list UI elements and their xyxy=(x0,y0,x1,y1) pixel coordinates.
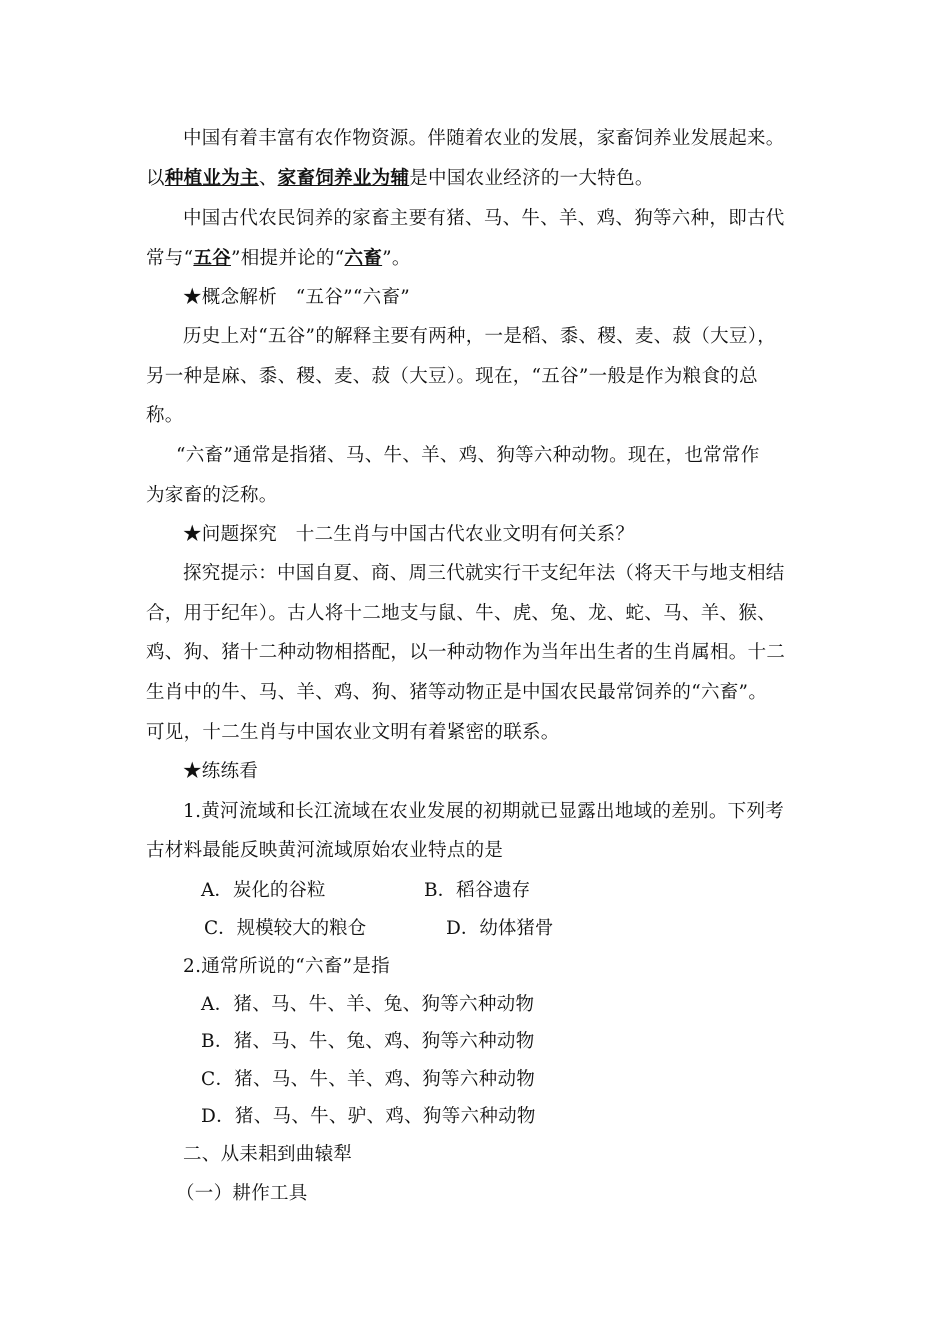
paragraph-line: 为家畜的泛称。 xyxy=(146,485,278,506)
question-1-stem: 古材料最能反映黄河流域原始农业特点的是 xyxy=(146,840,504,861)
section-heading: 二、从耒耜到曲辕犁 xyxy=(183,1144,353,1165)
concept-heading: ★概念解析 “五谷”“六畜” xyxy=(183,287,411,308)
paragraph-line: 合，用于纪年）。古人将十二地支与鼠、牛、虎、兔、龙、蛇、马、羊、猴、 xyxy=(146,603,776,624)
inquiry-heading: ★问题探究 十二生肖与中国古代农业文明有何关系？ xyxy=(183,524,635,545)
paragraph-line: 称。 xyxy=(146,405,184,426)
text-run: ”相提并论的“ xyxy=(230,248,345,269)
paragraph-line: 历史上对“五谷”的解释主要有两种，一是稻、黍、稷、麦、菽（大豆）， xyxy=(183,326,777,347)
paragraph-line: 鸡、狗、猪十二种动物相搭配，以一种动物作为当年出生者的生肖属相。十二 xyxy=(146,642,786,663)
emphasis-livestock: 家畜饲养业为辅 xyxy=(277,168,410,189)
text-run: 、 xyxy=(258,168,278,189)
paragraph-line: 可见，十二生肖与中国农业文明有着紧密的联系。 xyxy=(146,722,560,743)
paragraph-line: “六畜”通常是指猪、马、牛、羊、鸡、狗等六种动物。现在，也常常作 xyxy=(176,445,760,466)
paragraph-line: 中国有着丰富有农作物资源。伴随着农业的发展，家畜饲养业发展起来。 xyxy=(183,128,785,149)
paragraph-line xyxy=(146,164,654,190)
emphasis-planting: 种植业为主 xyxy=(164,168,259,189)
q1-option-b: B．稻谷遗存 xyxy=(424,880,531,901)
text-run: 以 xyxy=(146,168,165,189)
text-run: 是中国农业经济的一大特色。 xyxy=(409,168,654,189)
question-1-stem: 1.黄河流域和长江流域在农业发展的初期就已显露出地域的差别。下列考 xyxy=(183,801,785,822)
paragraph-line: 另一种是麻、黍、稷、麦、菽（大豆）。现在，“五谷”一般是作为粮食的总 xyxy=(146,366,758,387)
subsection-heading: （一）耕作工具 xyxy=(176,1183,308,1204)
q1-option-c: C．规模较大的粮仓 xyxy=(204,918,367,939)
paragraph-line: 中国古代农民饲养的家畜主要有猪、马、牛、羊、鸡、狗等六种，即古代 xyxy=(183,208,785,229)
emphasis-liuchu: 六畜 xyxy=(344,248,383,269)
text-run: 常与“ xyxy=(146,248,194,269)
paragraph-line xyxy=(146,244,411,270)
paragraph-line: 探究提示：中国自夏、商、周三代就实行干支纪年法（将天干与地支相结 xyxy=(183,563,785,584)
practice-heading: ★练练看 xyxy=(183,761,259,782)
text-run: ”。 xyxy=(382,248,411,269)
q1-option-a: A．炭化的谷粒 xyxy=(201,880,326,901)
paragraph-line: 生肖中的牛、马、羊、鸡、狗、猪等动物正是中国农民最常饲养的“六畜”。 xyxy=(146,682,768,703)
q2-option-b: B．猪、马、牛、兔、鸡、狗等六种动物 xyxy=(201,1031,535,1052)
q2-option-c: C．猪、马、牛、羊、鸡、狗等六种动物 xyxy=(201,1069,536,1090)
q1-option-d: D．幼体猪骨 xyxy=(446,918,554,939)
q2-option-a: A．猪、马、牛、羊、兔、狗等六种动物 xyxy=(201,994,535,1015)
q2-option-d: D．猪、马、牛、驴、鸡、狗等六种动物 xyxy=(201,1106,536,1127)
emphasis-wugu: 五谷 xyxy=(193,248,231,269)
question-2-stem: 2.通常所说的“六畜”是指 xyxy=(183,956,390,977)
